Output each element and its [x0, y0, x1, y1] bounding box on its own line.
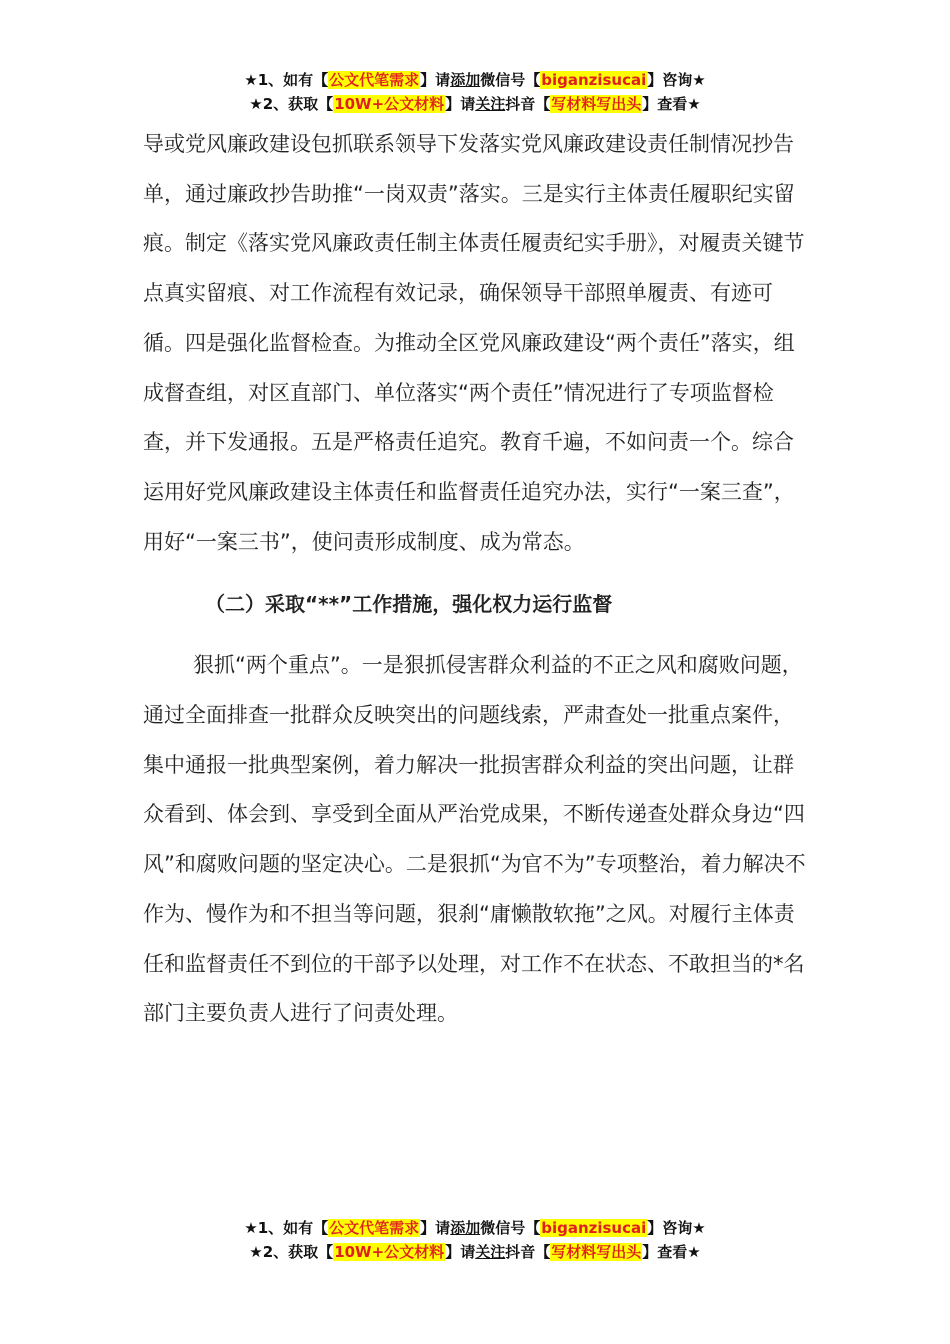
footer-banner: [0, 1216, 950, 1264]
banner-text: 微信号【: [480, 1219, 541, 1237]
banner-line-2: [0, 92, 950, 116]
banner-text: ★2、获取【: [249, 95, 334, 113]
banner-highlight: 公文代笔需求: [329, 1219, 420, 1237]
section-heading: （二）采取“**”工作措施，强化权力运行监督: [205, 592, 613, 617]
banner-text: 】请: [420, 1219, 451, 1237]
banner-line-1: [0, 1216, 950, 1240]
banner-underlined: 添加: [450, 71, 481, 89]
banner-text: 微信号【: [480, 71, 541, 89]
banner-text: 】咨询★: [647, 71, 706, 89]
banner-highlight: 写材料写出头: [551, 1243, 642, 1261]
banner-text: 】查看★: [642, 95, 701, 113]
banner-highlight: 公文代笔需求: [329, 71, 420, 89]
banner-underlined: 添加: [450, 1219, 481, 1237]
banner-text: ★1、如有【: [244, 71, 329, 89]
banner-wechat-id: biganzisucai: [541, 71, 647, 89]
banner-highlight: 10W+公文材料: [334, 1243, 445, 1261]
banner-text: 】请: [420, 71, 451, 89]
body-paragraph: 导或党风廉政建设包抓联系领导下发落实党风廉政建设责任制情况抄告单，通过廉政抄告助推“一岗双责”落实。三是实行主体责任履职纪实留痕。制定《落实党风廉政责任制主体责任履责纪实手册》，对履责关键节点真实留痕、对工作流程有效记录，确保领导干部照单履责、有迹可循。四是强化监督检查。为推动全区党风廉政建设“两个责任”落实，组成督查组，对区直部门、单位落实“两个责任”情况进行了专项监督检查，并下发通报。五是严格责任追究。教育千遍，不如问责一个。综合运用好党风廉政建设主体责任和监督责任追究办法，实行“一案三查”，用好“一案三书”，使问责形成制度、成为常态。: [143, 132, 805, 554]
banner-highlight: 写材料写出头: [551, 95, 642, 113]
banner-underlined: 关注: [475, 95, 506, 113]
banner-text: ★2、获取【: [249, 1243, 334, 1261]
banner-text: 抖音【: [505, 1243, 551, 1261]
banner-line-2: [0, 1240, 950, 1264]
banner-text: 】查看★: [642, 1243, 701, 1261]
banner-text: 】咨询★: [647, 1219, 706, 1237]
banner-wechat-id: biganzisucai: [541, 1219, 647, 1237]
banner-text: ★1、如有【: [244, 1219, 329, 1237]
document-body: [143, 120, 813, 1039]
body-paragraph: 狠抓“两个重点”。一是狠抓侵害群众利益的不正之风和腐败问题，通过全面排查一批群众反映突出的问题线索，严肃查处一批重点案件，集中通报一批典型案例，着力解决一批损害群众利益的突出问题，让群众看到、体会到、享受到全面从严治党成果，不断传递查处群众身边“四风”和腐败问题的坚定决心。二是狠抓“为官不为”专项整治，着力解决不作为、慢作为和不担当等问题，狠刹“庸懒散软拖”之风。对履行主体责任和监督责任不到位的干部予以处理，对工作不在状态、不敢担当的*名部门主要负责人进行了问责处理。: [143, 653, 806, 1026]
header-banner: [0, 68, 950, 116]
banner-text: 】请: [445, 1243, 476, 1261]
banner-highlight: 10W+公文材料: [334, 95, 445, 113]
banner-text: 】请: [445, 95, 476, 113]
banner-underlined: 关注: [475, 1243, 506, 1261]
banner-text: 抖音【: [505, 95, 551, 113]
banner-line-1: [0, 68, 950, 92]
